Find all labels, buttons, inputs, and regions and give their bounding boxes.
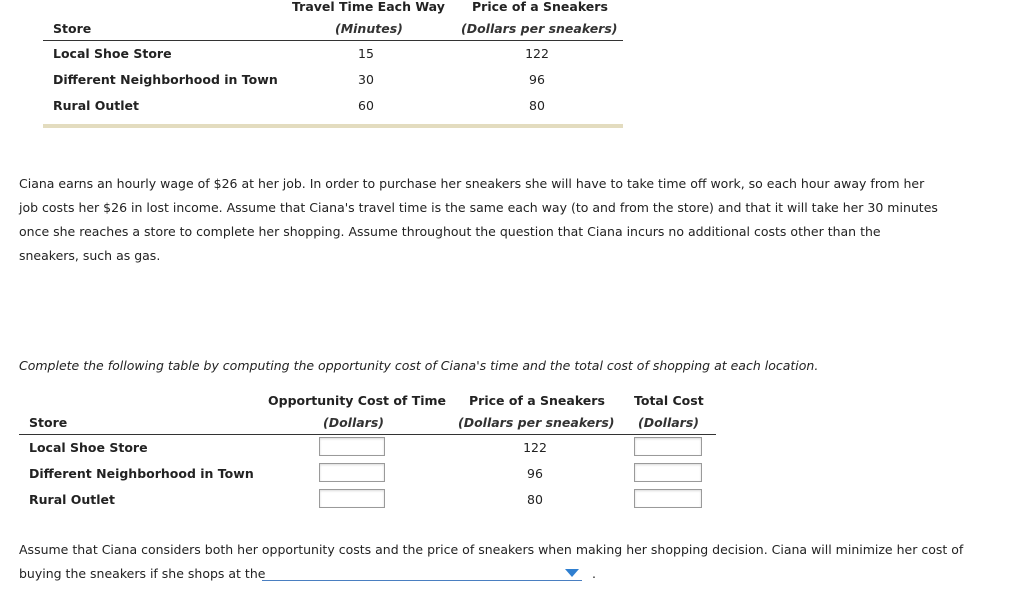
table1-header-price: Price of a Sneakers — [472, 0, 608, 14]
table2-header-store: Store — [29, 415, 68, 430]
table1-header-price-unit: (Dollars per sneakers) — [461, 21, 618, 36]
table1-header-travel-time-unit: (Minutes) — [335, 21, 403, 36]
table2-header-price-unit: (Dollars per sneakers) — [458, 415, 615, 430]
table2-header-price: Price of a Sneakers — [469, 393, 605, 408]
opp-cost-input[interactable] — [319, 463, 385, 482]
table1-row-price: 96 — [529, 72, 545, 87]
table2-row-store: Different Neighborhood in Town — [29, 466, 254, 481]
scenario-paragraph: Ciana earns an hourly wage of $26 at her job. In order to purchase her sneakers she will have to take time off work, so each hour away from her job costs her $26 in lost income. Assume that Ciana's travel time is the same each way (to and from the store) and that it will take her 30 minutes once she reaches a store to complete her shopping. Assume throughout the question that Ciana incurs no additional costs other than the sneakers, such as gas. — [19, 176, 938, 263]
table1-header-travel-time: Travel Time Each Way — [292, 0, 445, 14]
total-cost-input[interactable] — [634, 463, 702, 482]
table2-row-store: Local Shoe Store — [29, 440, 148, 455]
table2-header-rule — [19, 434, 716, 435]
table2-header-total-unit: (Dollars) — [638, 415, 699, 430]
table2-row-price: 80 — [527, 492, 543, 507]
table2-row-price: 96 — [527, 466, 543, 481]
table1-row-travel-time: 15 — [358, 46, 374, 61]
store-choice-dropdown[interactable] — [262, 563, 582, 581]
table1-row-price: 122 — [525, 46, 549, 61]
decision-paragraph-line1: Assume that Ciana considers both her opportunity costs and the price of sneakers when making her shopping decision. Ciana will minimize her cost of — [19, 542, 964, 557]
table2-header-opp-cost-unit: (Dollars) — [323, 415, 384, 430]
opp-cost-input[interactable] — [319, 489, 385, 508]
table1-row-travel-time: 60 — [358, 98, 374, 113]
table1-row-price: 80 — [529, 98, 545, 113]
chevron-down-icon[interactable] — [565, 569, 579, 577]
decision-paragraph-line2: buying the sneakers if she shops at the — [19, 566, 266, 581]
table1-header-store: Store — [53, 21, 92, 36]
table1-header-rule — [43, 40, 623, 41]
instruction-text: Complete the following table by computing the opportunity cost of Ciana's time and the total cost of shopping at each location. — [19, 358, 819, 373]
table2-row-store: Rural Outlet — [29, 492, 115, 507]
table2-header-opp-cost: Opportunity Cost of Time — [268, 393, 447, 408]
table1-row-store: Different Neighborhood in Town — [53, 72, 278, 87]
total-cost-input[interactable] — [634, 489, 702, 508]
table1-row-travel-time: 30 — [358, 72, 374, 87]
table2-row-price: 122 — [523, 440, 547, 455]
trailing-period: . — [592, 566, 596, 581]
table1-row-store: Rural Outlet — [53, 98, 139, 113]
table1-bottom-rule — [43, 124, 623, 128]
table1-row-store: Local Shoe Store — [53, 46, 172, 61]
opp-cost-input[interactable] — [319, 437, 385, 456]
table2-header-total: Total Cost — [634, 393, 704, 408]
total-cost-input[interactable] — [634, 437, 702, 456]
